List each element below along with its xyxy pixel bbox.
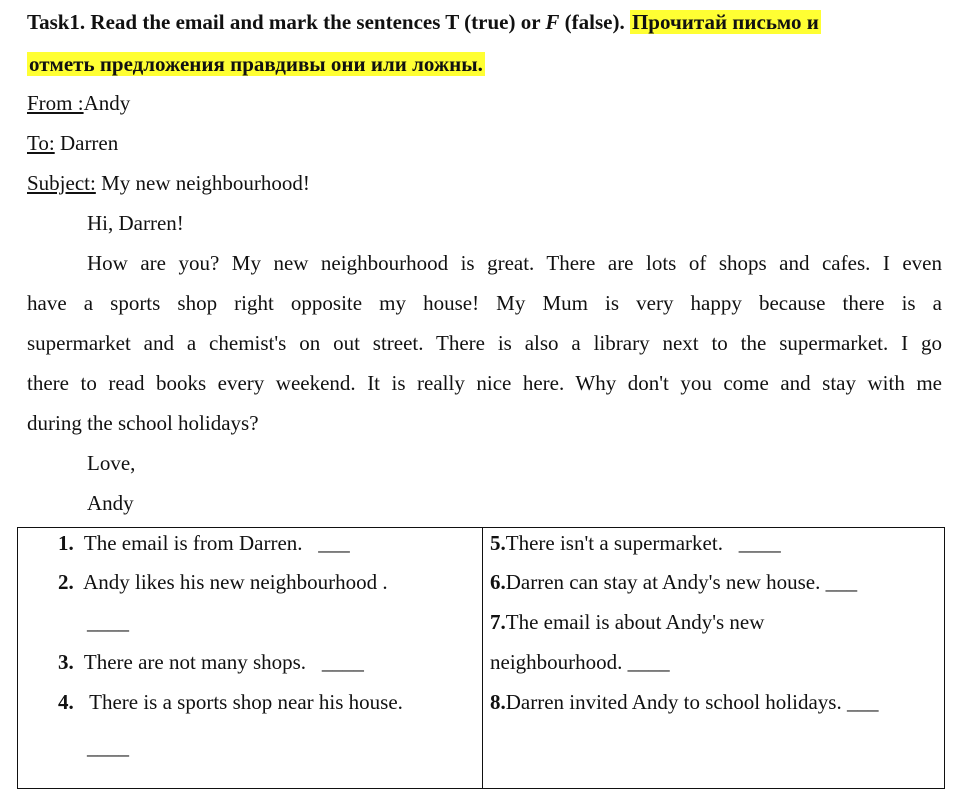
statement-number: 8. [490, 690, 506, 714]
statement-number: 7. [490, 610, 506, 634]
task-heading [27, 10, 821, 34]
answer-blank[interactable]: ____ [87, 610, 129, 634]
statement-text: Darren can stay at Andy's new house. [505, 570, 821, 594]
answer-blank[interactable]: ____ [738, 531, 781, 555]
answer-blank[interactable]: ____ [627, 650, 670, 674]
from-label: From : [27, 91, 84, 115]
email-body-line: supermarket and a chemist's on out street. There is also a library next to the supermarket. I go [27, 331, 942, 355]
answer-blank[interactable]: ____ [87, 735, 129, 759]
email-closing: Love, [87, 451, 136, 475]
email-body-line: there to read books every weekend. It is really nice here. Why don't you come and stay with me [27, 371, 942, 395]
task-highlight-line2: отметь предложения правдивы они или ложны. [29, 52, 483, 76]
statement-text: Darren invited Andy to school holidays. [505, 690, 842, 714]
statement-number: 6. [490, 570, 506, 594]
email-body-line: How are you? My new neighbourhood is great. There are lots of shops and cafes. I even [87, 251, 942, 275]
task-title-f: F [545, 10, 560, 34]
task-heading-line2 [27, 52, 485, 76]
statement-2-blank-line [87, 610, 129, 634]
statement-6 [490, 570, 857, 594]
to-label: To: [27, 131, 55, 155]
statement-number: 1. [58, 531, 74, 555]
statement-number: 5. [490, 531, 506, 555]
statement-2 [58, 570, 388, 594]
task-title-part2: (false). [559, 10, 630, 34]
statement-text-continued: neighbourhood. [490, 650, 623, 674]
task-highlight-line1: Прочитай письмо и [631, 10, 819, 34]
to-value: Darren [54, 131, 119, 155]
statement-4-blank-line [87, 735, 129, 759]
statement-text: The email is from Darren. [83, 531, 303, 555]
from-value: Andy [83, 91, 131, 115]
statement-number: 2. [58, 570, 74, 594]
email-to [27, 131, 118, 155]
statement-text: There are not many shops. [83, 650, 307, 674]
subject-value: My new neighbourhood! [95, 171, 310, 195]
answer-blank[interactable]: ___ [318, 531, 350, 555]
table-column-divider [482, 527, 483, 789]
statement-8 [490, 690, 878, 714]
subject-label: Subject: [27, 171, 96, 195]
answer-blank[interactable]: ___ [846, 690, 879, 714]
statement-text: There is a sports shop near his house. [89, 690, 403, 714]
statement-text: There isn't a supermarket. [505, 531, 723, 555]
answer-blank[interactable]: ____ [321, 650, 364, 674]
statement-5 [490, 531, 781, 555]
statement-4 [58, 690, 403, 714]
statement-number: 3. [58, 650, 74, 674]
statement-7 [490, 610, 764, 634]
statement-1 [58, 531, 350, 555]
statement-7-cont [490, 650, 670, 674]
email-from [27, 91, 130, 115]
answer-blank[interactable]: ___ [825, 570, 858, 594]
statement-text: Andy likes his new neighbourhood . [83, 570, 388, 594]
email-signature: Andy [87, 491, 134, 515]
statement-3 [58, 650, 364, 674]
task-title-part1: Task1. Read the email and mark the sentences T (true) or [27, 10, 546, 34]
email-body-line: during the school holidays? [27, 411, 259, 435]
email-body-line: have a sports shop right opposite my house! My Mum is very happy because there is a [27, 291, 942, 315]
email-greeting: Hi, Darren! [87, 211, 184, 235]
statement-text: The email is about Andy's new [505, 610, 765, 634]
statement-number: 4. [58, 690, 74, 714]
email-subject [27, 171, 310, 195]
